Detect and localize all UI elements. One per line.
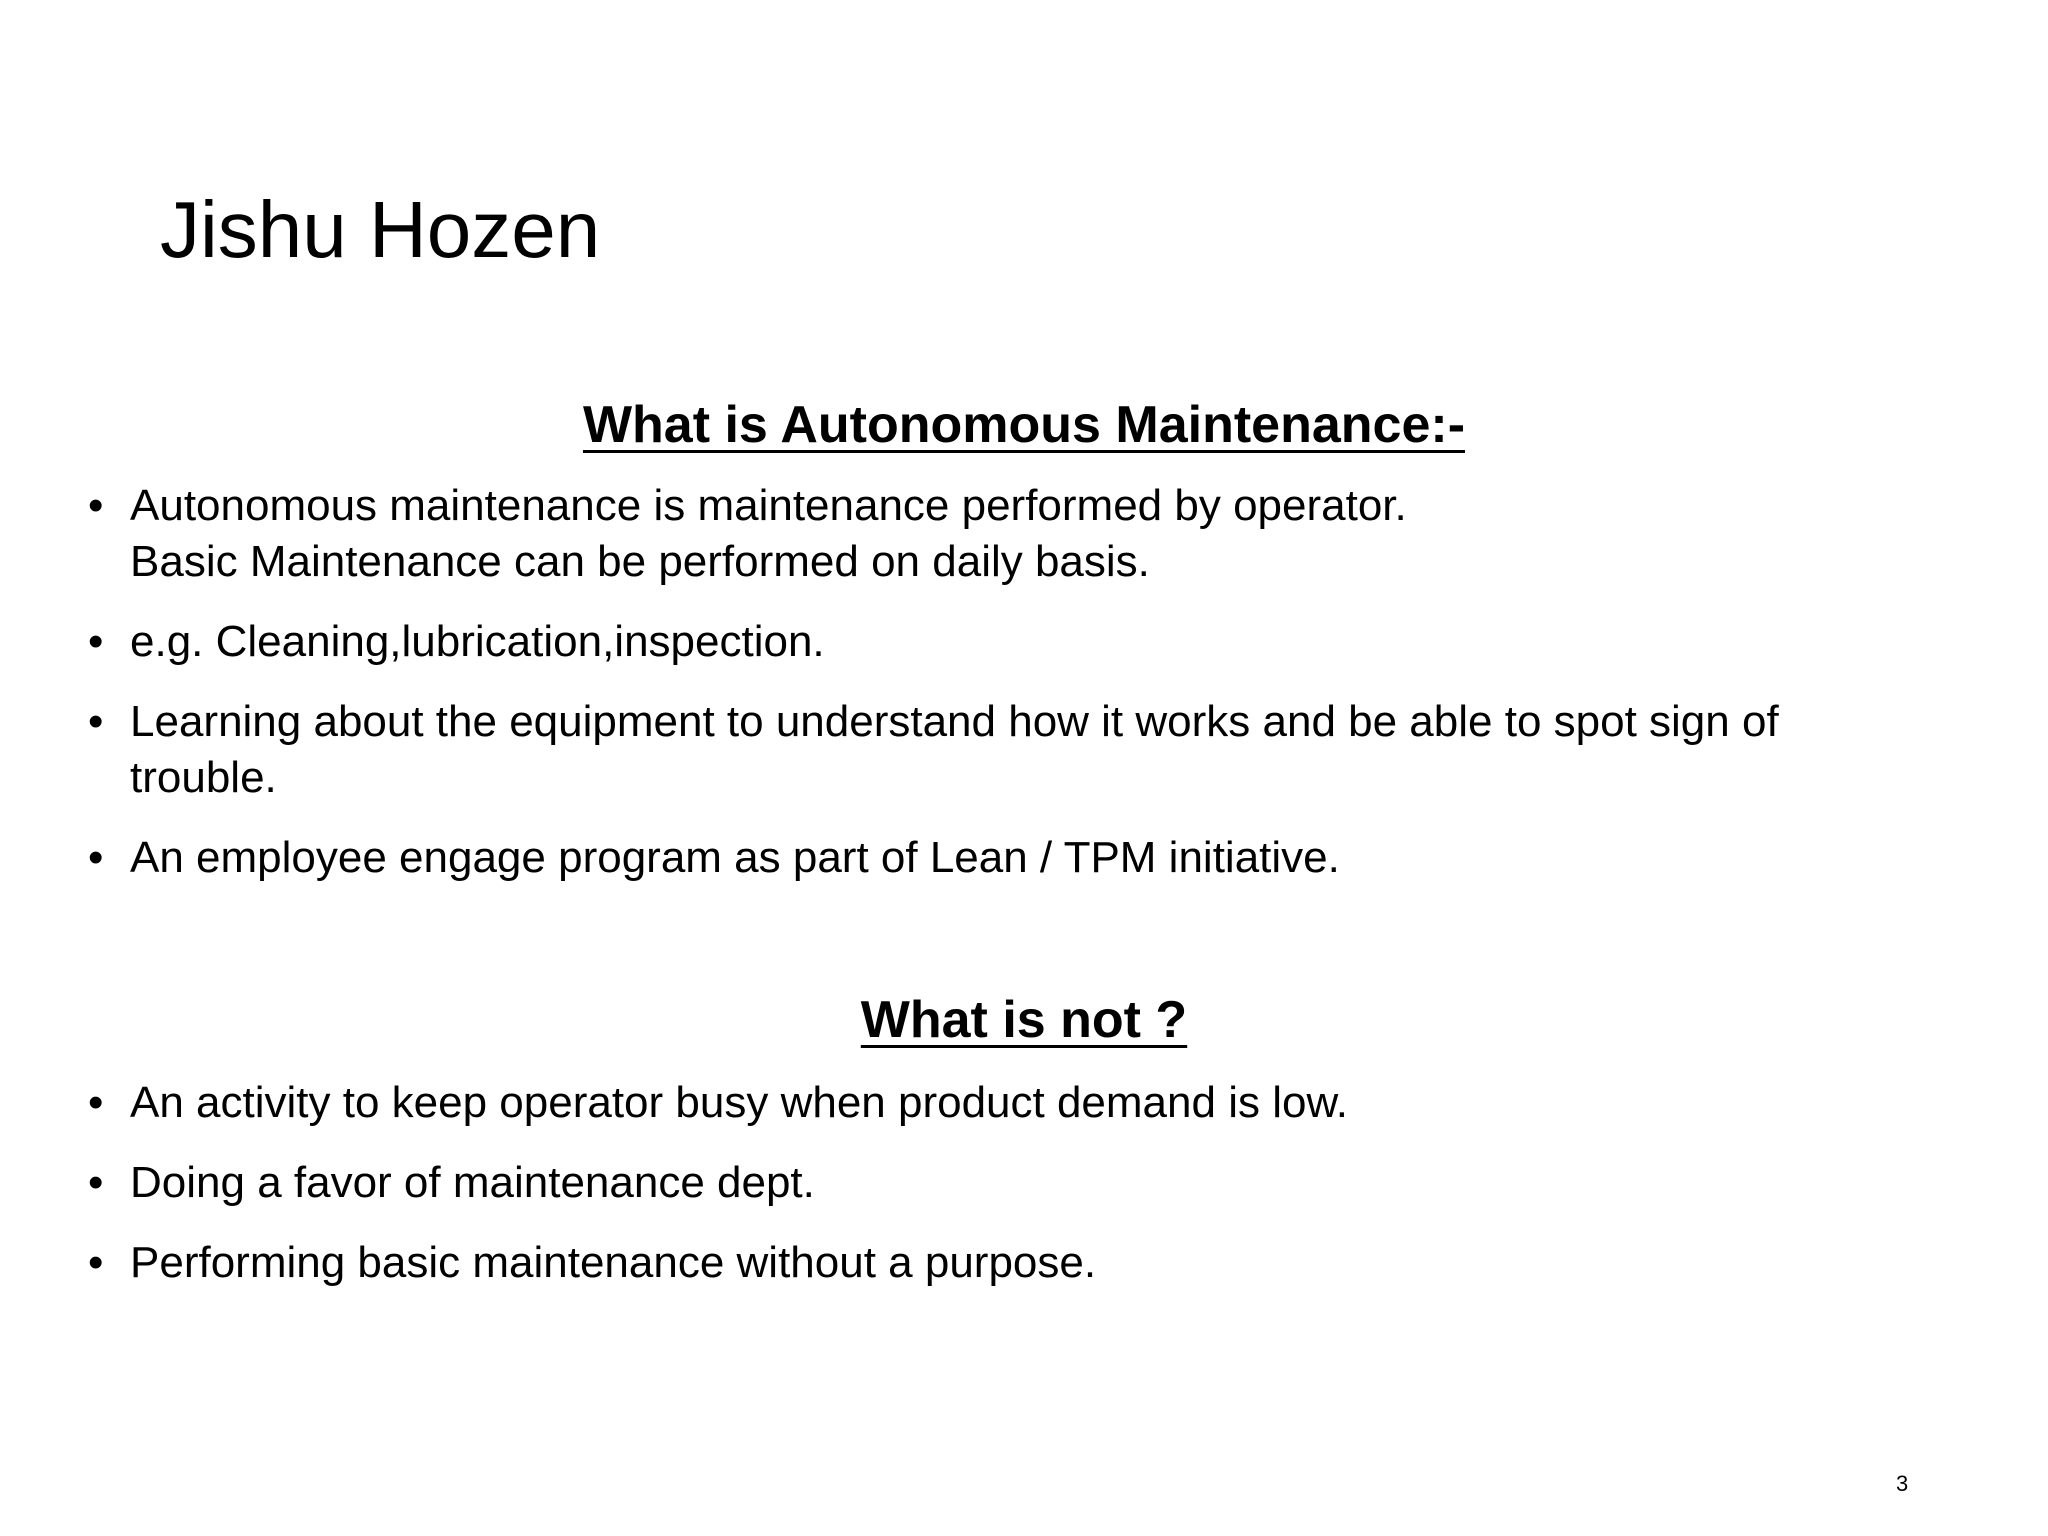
slide-title: Jishu Hozen	[160, 185, 601, 274]
list-item	[88, 1155, 1988, 1211]
bullet-text-line: Doing a favor of maintenance dept.	[130, 1158, 815, 1207]
bullet-icon: •	[88, 1158, 104, 1207]
list-item	[88, 1235, 1988, 1291]
bullet-icon: •	[88, 481, 104, 530]
bullet-text-line: An activity to keep operator busy when product demand is low.	[130, 1078, 1349, 1127]
bullet-icon: •	[88, 1238, 104, 1287]
list-item	[88, 478, 1988, 590]
bullet-icon: •	[88, 833, 104, 882]
list-item	[88, 694, 1988, 806]
bullet-text-line: Learning about the equipment to understand how it works and be able to spot sign of	[130, 697, 1779, 746]
bullet-list-what-is	[88, 478, 1988, 910]
bullet-text-line: trouble.	[130, 753, 277, 802]
list-item	[88, 830, 1988, 886]
bullet-text-line: An employee engage program as part of Lean / TPM initiative.	[130, 833, 1340, 882]
bullet-text-line: Performing basic maintenance without a purpose.	[130, 1238, 1097, 1287]
page-number: 3	[1896, 1471, 1909, 1496]
section-heading-what-is: What is Autonomous Maintenance:-	[582, 396, 1466, 454]
bullet-text-line: Basic Maintenance can be performed on daily basis.	[130, 537, 1150, 586]
bullet-text-line: e.g. Cleaning,lubrication,inspection.	[130, 617, 825, 666]
bullet-text-line: Autonomous maintenance is maintenance performed by operator.	[130, 481, 1407, 530]
bullet-list-what-is-not	[88, 1075, 1988, 1315]
list-item	[88, 1075, 1988, 1131]
list-item	[88, 614, 1988, 670]
bullet-icon: •	[88, 1078, 104, 1127]
bullet-icon: •	[88, 697, 104, 746]
section-heading-what-is-not: What is not ?	[860, 991, 1188, 1049]
bullet-icon: •	[88, 617, 104, 666]
